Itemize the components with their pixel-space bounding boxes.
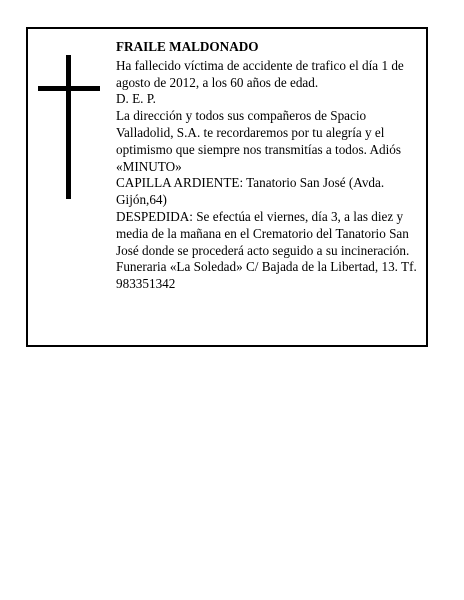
farewell-details: DESPEDIDA: Se efectúa el viernes, día 3, a las diez y media de la mañana en el Crematorio del Tanatorio San José donde se procederá acto seguido a su incineración.: [116, 208, 410, 258]
wake-location: CAPILLA ARDIENTE: Tanatorio San José (Avda. Gijón,64): [116, 175, 385, 208]
death-announcement: Ha fallecido víctima de accidente de trafico el día 1 de agosto de 2012, a los 60 años de edad.: [116, 57, 404, 90]
cross-horizontal-bar: [38, 86, 100, 91]
obituary-notice: [26, 27, 428, 347]
cross-vertical-bar: [66, 55, 71, 199]
colleagues-message: La dirección y todos sus compañeros de Spacio Valladolid, S.A. te recordaremos por tu alegría y el optimismo que siempre nos transmitías a todos. Adiós «MINUTO»: [116, 108, 401, 174]
latin-cross-icon: [38, 55, 100, 199]
rip-line: D. E. P.: [116, 91, 156, 107]
funeral-home-contact: Funeraria «La Soledad» C/ Bajada de la Libertad, 13. Tf. 983351342: [116, 259, 417, 292]
notice-text: [116, 39, 420, 293]
deceased-name: FRAILE MALDONADO: [116, 39, 259, 54]
